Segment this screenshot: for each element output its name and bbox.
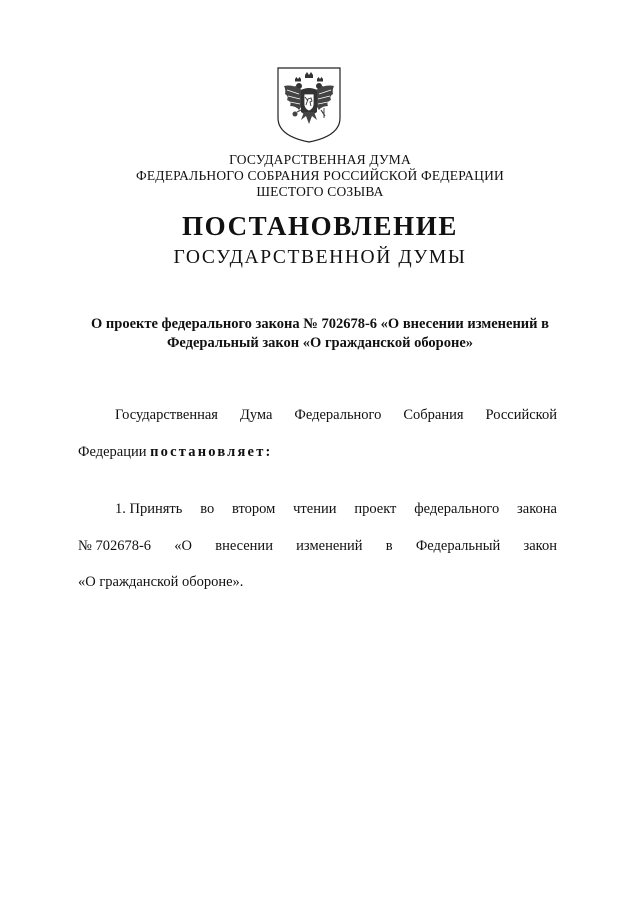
preamble-word: Государственная bbox=[115, 407, 218, 423]
preamble-word: Федерального bbox=[294, 407, 382, 423]
item1-word: в bbox=[385, 538, 393, 554]
item1-line-3: «О гражданской обороне». bbox=[78, 574, 244, 590]
item1-word: закона bbox=[517, 501, 557, 517]
header-line-federal-assembly: ФЕДЕРАЛЬНОГО СОБРАНИЯ РОССИЙСКОЙ ФЕДЕРАЦИИ bbox=[136, 168, 504, 183]
document-title: ПОСТАНОВЛЕНИЕ bbox=[182, 211, 458, 241]
item1-word: изменений bbox=[296, 538, 363, 554]
item1-word: втором bbox=[232, 501, 276, 517]
item1-word: № 702678-6 bbox=[78, 538, 152, 554]
item1-word: закон bbox=[523, 538, 557, 554]
item1-word: чтении bbox=[293, 501, 337, 517]
russian-coat-of-arms-icon bbox=[275, 66, 343, 144]
preamble-line-2 bbox=[78, 443, 557, 461]
header-line-convocation: ШЕСТОГО СОЗЫВА bbox=[256, 184, 384, 199]
preamble-prefix: Федерации bbox=[78, 444, 151, 460]
preamble-word: Собрания bbox=[403, 407, 464, 423]
item1-line-1 bbox=[115, 500, 557, 518]
item1-word: федерального bbox=[414, 501, 500, 517]
item1-word: 1. Принять bbox=[115, 501, 183, 517]
decree-word: постановляет: bbox=[150, 444, 273, 460]
header-line-duma: ГОСУДАРСТВЕННАЯ ДУМА bbox=[229, 152, 411, 167]
preamble-word: Дума bbox=[239, 407, 273, 423]
about-line-2: Федеральный закон «О гражданской обороне» bbox=[166, 335, 474, 351]
item1-word: «О bbox=[174, 538, 192, 554]
item1-word: во bbox=[200, 501, 215, 517]
item1-word: Федеральный bbox=[415, 538, 501, 554]
about-line-1: О проекте федерального закона № 702678-6 «О внесении изменений в bbox=[91, 316, 549, 332]
preamble-line-1 bbox=[115, 406, 557, 424]
item1-line-2 bbox=[78, 537, 557, 555]
preamble-word: Российской bbox=[485, 407, 557, 423]
item1-word: проект bbox=[354, 501, 397, 517]
item1-word: внесении bbox=[215, 538, 273, 554]
document-subtitle: ГОСУДАРСТВЕННОЙ ДУМЫ bbox=[173, 247, 467, 268]
